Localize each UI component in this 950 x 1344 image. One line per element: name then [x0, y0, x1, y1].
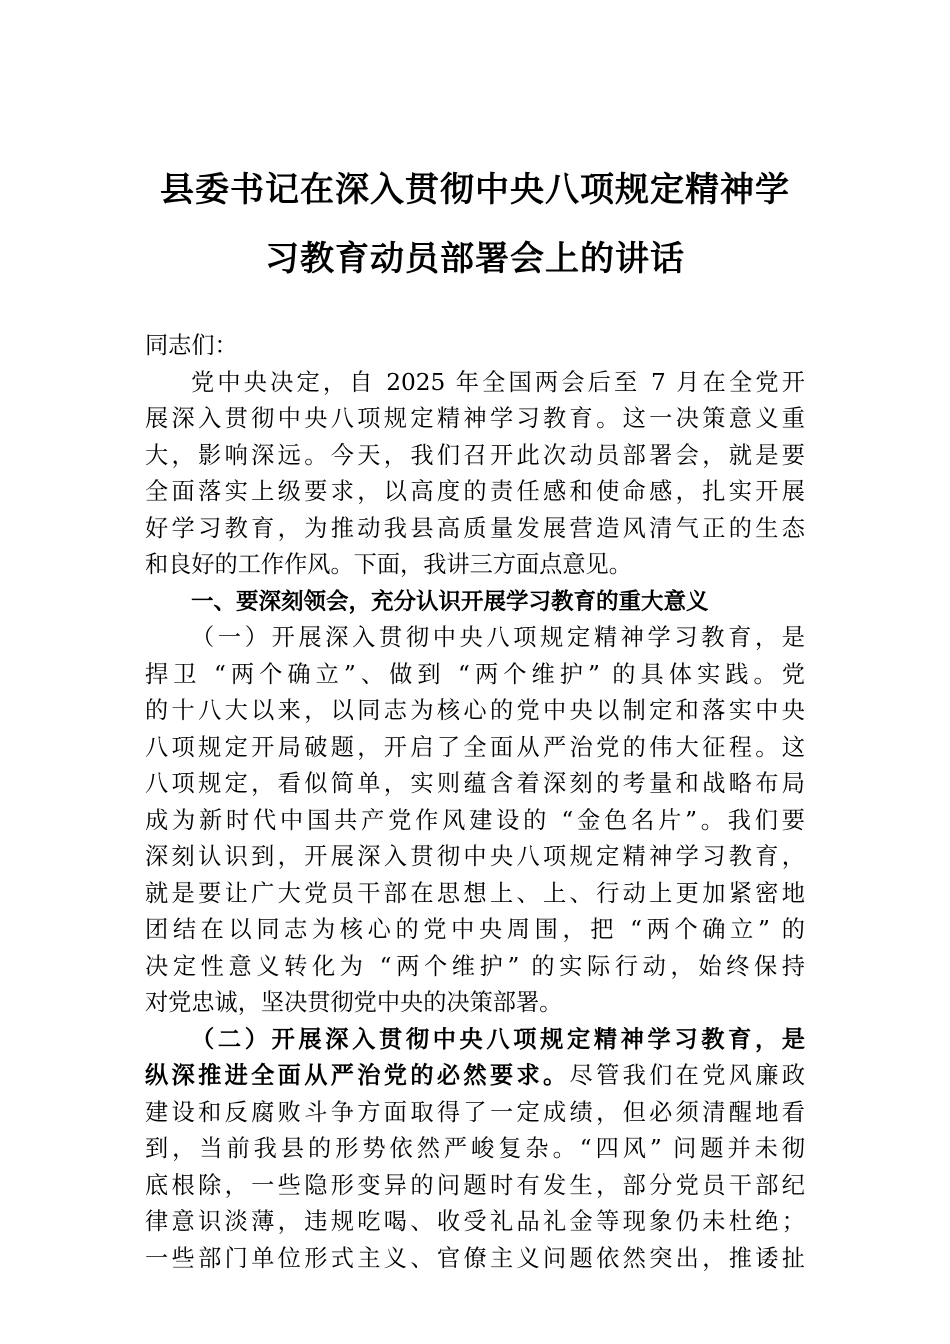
paragraph-line: 八项规定开局破题，开启了全面从严治党的伟大征程。这: [145, 733, 805, 761]
paragraph-line: 大，影响深远。今天，我们召开此次动员部署会，就是要: [145, 441, 805, 469]
paragraph-line: 一些部门单位形式主义、官僚主义问题依然突出，推诿扯: [145, 1244, 805, 1272]
document-title-line2: 习教育动员部署会上的讲话: [265, 239, 685, 279]
section-heading: 一、要深刻领会，充分认识开展学习教育的重大意义: [191, 588, 709, 615]
paragraph-line: 团结在以同志为核心的党中央周围，把 “两个确立” 的: [145, 916, 805, 943]
paragraph-line: 底根除，一些隐形变异的问题时有发生，部分党员干部纪: [145, 1171, 805, 1199]
paragraph-line: 深刻认识到，开展深入贯彻中央八项规定精神学习教育，: [145, 843, 805, 870]
paragraph-line: 展深入贯彻中央八项规定精神学习教育。这一决策意义重: [145, 405, 805, 432]
paragraph-line: 决定性意义转化为 “两个维护” 的实际行动，始终保持: [145, 952, 805, 980]
paragraph-line: 建设和反腐败斗争方面取得了一定成绩，但必须清醒地看: [145, 1098, 805, 1126]
paragraph-line-bold: （二）开展深入贯彻中央八项规定精神学习教育，是: [191, 1025, 805, 1053]
paragraph-line: 好学习教育，为推动我县高质量发展营造风清气正的生态: [145, 514, 805, 542]
paragraph-line: （一）开展深入贯彻中央八项规定精神学习教育，是: [191, 624, 805, 651]
paragraph-line: 全面落实上级要求，以高度的责任感和使命感，扎实开展: [145, 478, 805, 505]
paragraph-line: 对党忠诚，坚决贯彻党中央的决策部署。: [145, 989, 563, 1016]
paragraph-line: 律意识淡薄，违规吃喝、收受礼品礼金等现象仍未杜绝；: [145, 1208, 805, 1235]
bold-lead-text: 纵深推进全面从严治党的必然要求。: [145, 1062, 570, 1089]
paragraph-line: 捍卫 “两个确立”、做到 “两个维护” 的具体实践。党: [145, 660, 805, 688]
paragraph-line: 成为新时代中国共产党作风建设的 “金色名片”。我们要: [145, 806, 805, 834]
document-body: [145, 328, 805, 1277]
paragraph-line: 到，当前我县的形势依然严峻复杂。“四风” 问题并未彻: [145, 1135, 805, 1162]
paragraph-line: 就是要让广大党员干部在思想上、上、行动上更加紧密地: [145, 879, 805, 907]
greeting: 同志们：: [145, 332, 238, 359]
document-title-line1: 县委书记在深入贯彻中央八项规定精神学: [160, 170, 790, 210]
paragraph-line: 八项规定，看似简单，实则蕴含着深刻的考量和战略布局: [145, 770, 805, 797]
paragraph-line: [145, 1058, 805, 1095]
paragraph-text: 尽管我们在党风廉政: [569, 1062, 806, 1089]
paragraph-line: 和良好的工作作风。下面，我讲三方面点意见。: [145, 551, 632, 578]
paragraph-line: 的十八大以来，以同志为核心的党中央以制定和落实中央: [145, 697, 805, 724]
paragraph-line: 党中央决定，自 2025 年全国两会后至 7 月在全党开: [191, 368, 805, 396]
